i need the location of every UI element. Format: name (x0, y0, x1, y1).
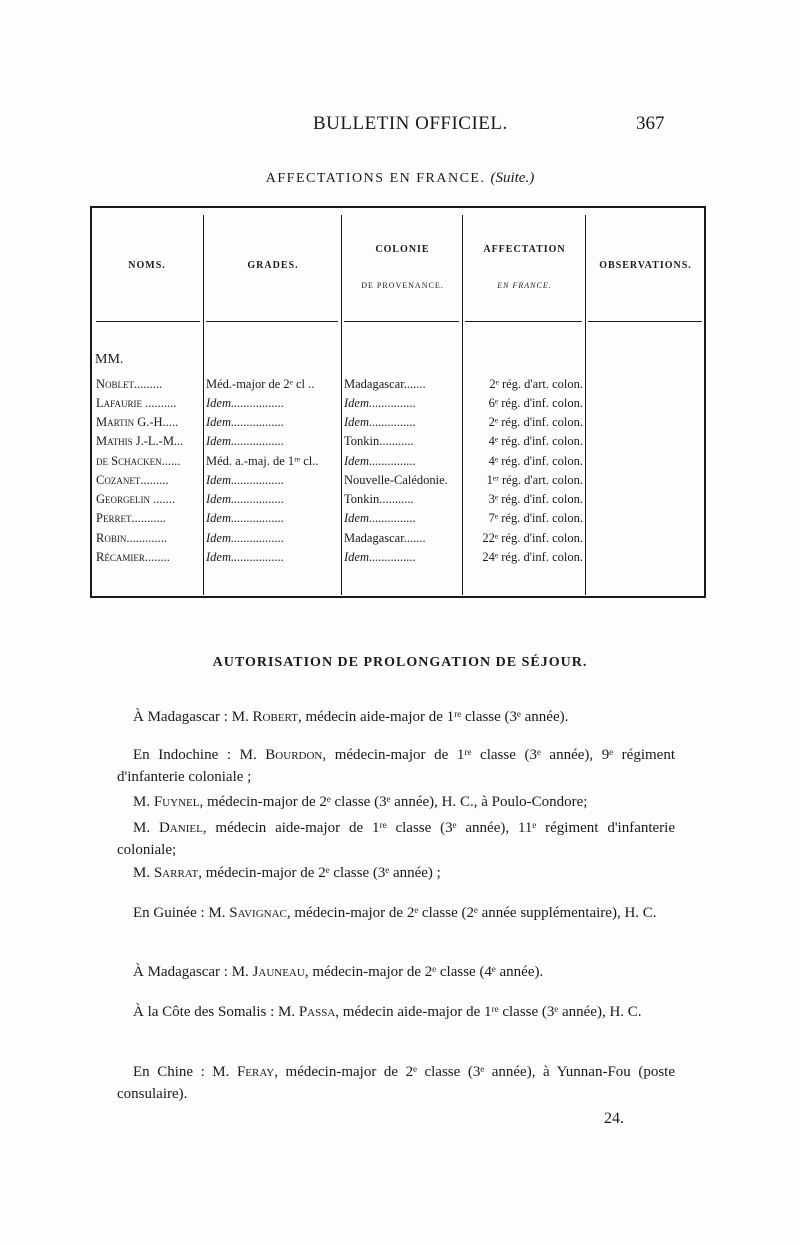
cell-grade: Méd.-major de 2ᵉ cl .. (206, 377, 315, 391)
table-title-text: AFFECTATIONS EN FRANCE. (265, 171, 486, 186)
paragraph-prefix: En Guinée : M. (133, 905, 230, 921)
paragraph-text: , médecin-major de 2ᵉ classe (3ᵉ année), à Yunnan-Fou (poste consulaire). (117, 1064, 676, 1102)
section-title: AUTORISATION DE PROLONGATION DE SÉJOUR. (212, 655, 588, 670)
cell-colonie: Tonkin........... (344, 434, 414, 448)
cell-grade: Idem................. (206, 396, 285, 410)
person-name: Passa (298, 1004, 336, 1020)
cell-nom: Georgelin ....... (96, 492, 176, 506)
cell-nom: Récamier........ (96, 550, 170, 564)
person-name: Fuynel (153, 794, 200, 810)
cell-grade: Méd. a.-maj. de 1ʳᵉ cl.. (206, 454, 319, 468)
cell-grade: Idem................. (206, 492, 285, 506)
column-header-affectation: AFFECTATION (483, 244, 566, 255)
cell-colonie: Madagascar....... (344, 377, 426, 391)
paragraph-text: , médecin-major de 2ᵉ classe (2ᵉ année supplémentaire), H. C. (286, 905, 657, 921)
column-header-colonie: COLONIE (375, 244, 430, 255)
cell-nom: Perret........... (96, 511, 166, 525)
column-divider (462, 215, 463, 595)
column-divider (585, 215, 586, 595)
paragraph-text: , médecin-major de 2ᵉ classe (4ᵉ année). (304, 964, 544, 980)
cell-colonie: Idem............... (344, 550, 416, 564)
paragraph-text: , médecin aide-major de 1ʳᵉ classe (3ᵉ année), H. C. (335, 1004, 642, 1020)
cell-affectation: 22ᵉ rég. d'inf. colon. (482, 531, 583, 545)
cell-affectation: 24ᵉ rég. d'inf. colon. (482, 550, 583, 564)
running-header-title: BULLETIN OFFICIEL. (313, 113, 508, 134)
column-divider (341, 215, 342, 595)
cell-grade: Idem................. (206, 511, 285, 525)
cell-grade: Idem................. (206, 473, 285, 487)
cell-affectation: 1ᵉʳ rég. d'art. colon. (486, 473, 583, 487)
paragraph (117, 706, 675, 728)
paragraph-text: , médecin aide-major de 1ʳᵉ classe (3ᵉ année), 11ᵉ régiment d'infanterie coloniale; (117, 820, 675, 858)
person-name: Savignac (229, 905, 287, 921)
paragraph (117, 791, 675, 813)
paragraph-text: , médecin aide-major de 1ʳᵉ classe (3ᵉ année). (297, 709, 569, 725)
paragraph (117, 1001, 675, 1023)
cell-affectation: 3ᵉ rég. d'inf. colon. (488, 492, 583, 506)
cell-nom: Cozanet......... (96, 473, 169, 487)
cell-nom: Lafaurie .......... (96, 396, 177, 410)
header-rule (344, 321, 459, 322)
signature-mark: 24. (604, 1110, 624, 1127)
paragraph-prefix: À Madagascar : M. (133, 709, 253, 725)
paragraph-prefix: À la Côte des Somalis : M. (133, 1004, 299, 1020)
paragraph-prefix: M. (133, 794, 154, 810)
person-name: Daniel (158, 820, 203, 836)
table-title-suffix: (Suite.) (490, 170, 535, 186)
table-title (0, 170, 800, 187)
header-rule (588, 321, 702, 322)
header-rule (206, 321, 338, 322)
paragraph-prefix: En Chine : M. (133, 1064, 237, 1080)
cell-affectation: 4ᵉ rég. d'inf. colon. (488, 454, 583, 468)
column-subheader-affectation: EN FRANCE. (497, 281, 552, 290)
cell-affectation: 7ᵉ rég. d'inf. colon. (488, 511, 583, 525)
column-header-noms: NOMS. (128, 260, 166, 271)
column-header-observations: OBSERVATIONS. (599, 260, 692, 271)
person-name: Bourdon (265, 747, 323, 763)
cell-colonie: Nouvelle-Calédonie. (344, 473, 448, 487)
person-name: Sarrat (153, 865, 199, 881)
paragraph-prefix: M. (133, 865, 154, 881)
cell-colonie: Idem............... (344, 415, 416, 429)
page-number: 367 (636, 113, 665, 134)
paragraph-prefix: À Madagascar : M. (133, 964, 253, 980)
paragraph-prefix: M. (133, 820, 159, 836)
cell-colonie: Idem............... (344, 396, 416, 410)
header-rule (96, 321, 200, 322)
cell-nom: Robin............. (96, 531, 167, 545)
paragraph-text: , médecin-major de 2ᵉ classe (3ᵉ année) ; (198, 865, 441, 881)
paragraph (117, 744, 675, 788)
paragraph (117, 1061, 675, 1105)
cell-nom: Noblet......... (96, 377, 163, 391)
cell-colonie: Idem............... (344, 454, 416, 468)
cell-colonie: Idem............... (344, 511, 416, 525)
cell-grade: Idem................. (206, 531, 285, 545)
column-divider (203, 215, 204, 595)
cell-nom: de Schacken...... (96, 454, 181, 468)
paragraph (117, 902, 675, 924)
column-header-grades: GRADES. (247, 260, 299, 271)
paragraph-text: , médecin-major de 1ʳᵉ classe (3ᵉ année), 9ᵉ régiment d'infanterie coloniale ; (117, 747, 675, 785)
cell-affectation: 2ᵉ rég. d'art. colon. (489, 377, 583, 391)
person-name: Robert (252, 709, 298, 725)
cell-grade: Idem................. (206, 550, 285, 564)
paragraph-prefix: En Indochine : M. (133, 747, 266, 763)
paragraph (117, 961, 675, 983)
column-subheader-colonie: DE PROVENANCE. (361, 281, 444, 290)
cell-colonie: Madagascar....... (344, 531, 426, 545)
cell-affectation: 6ᵉ rég. d'inf. colon. (488, 396, 583, 410)
cell-nom: Martin G.-H..... (96, 415, 179, 429)
cell-affectation: 2ᵉ rég. d'inf. colon. (488, 415, 583, 429)
cell-grade: Idem................. (206, 415, 285, 429)
messieurs-label: MM. (95, 352, 124, 367)
cell-grade: Idem................. (206, 434, 285, 448)
person-name: Jauneau (252, 964, 305, 980)
cell-affectation: 4ᵉ rég. d'inf. colon. (488, 434, 583, 448)
header-rule (465, 321, 582, 322)
cell-nom: Mathis J.-L.-M... (96, 434, 184, 448)
paragraph-text: , médecin-major de 2ᵉ classe (3ᵉ année), H. C., à Poulo-Condore; (199, 794, 588, 810)
paragraph (117, 817, 675, 861)
paragraph (117, 862, 675, 884)
cell-colonie: Tonkin........... (344, 492, 414, 506)
person-name: Feray (236, 1064, 275, 1080)
